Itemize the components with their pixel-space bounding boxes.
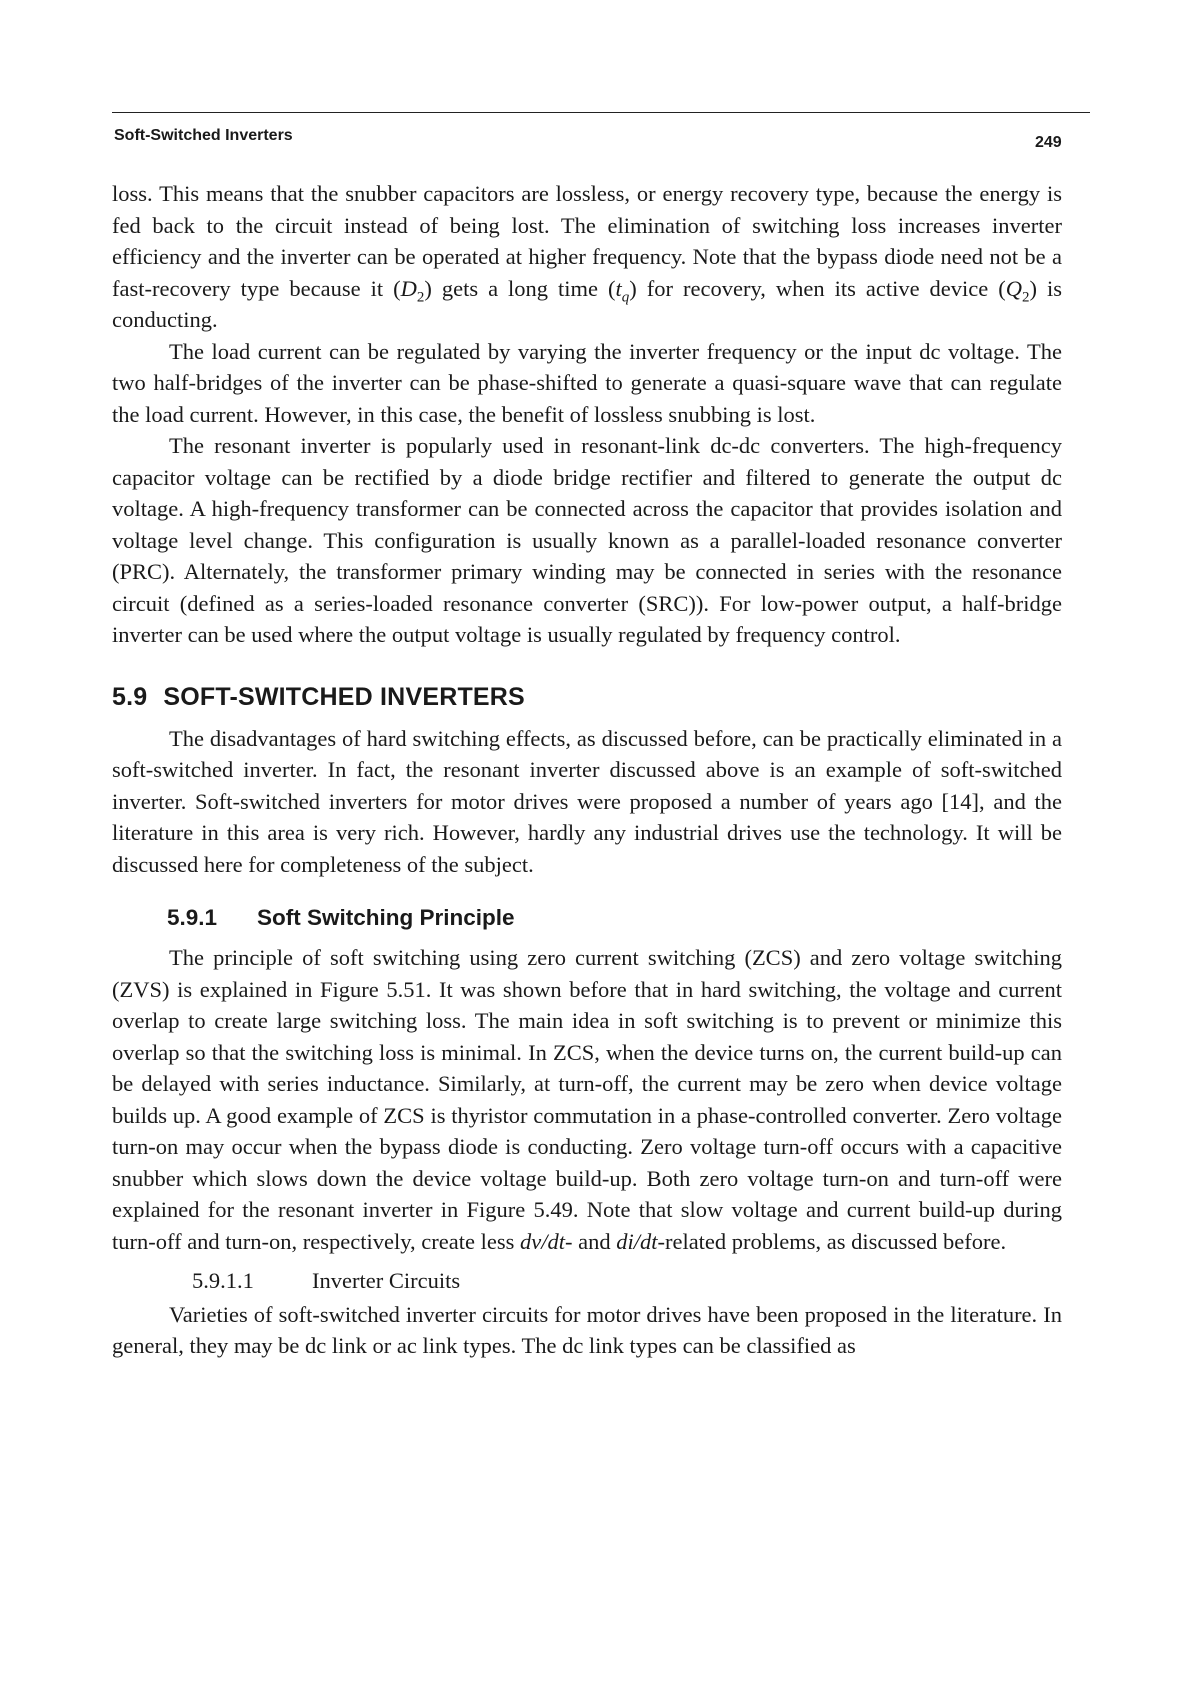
section-number: 5.9 xyxy=(112,682,148,711)
subsection-number: 5.9.1 xyxy=(167,905,218,930)
page-number: 249 xyxy=(1035,134,1062,151)
var-tq: t xyxy=(615,275,622,301)
section-paragraph: The disadvantages of hard switching effects, as discussed before, can be practically eliminated in a soft-switched inverter. In fact, the resonant inverter discussed above is an example of soft-switched inverter. Soft-switched inverters for motor drives were proposed a number of years ago [14], and the literature in this area is very rich. However, hardly any industrial drives use the technology. It will be discussed here for completeness of the subject. xyxy=(112,725,1062,877)
paragraph-2: The load current can be regulated by varying the inverter frequency or the input dc voltage. The two half-bridges of the inverter can be phase-shifted to generate a quasi-square wave that can regulate the load current. However, in this case, the benefit of lossless snubbing is lost. xyxy=(112,338,1062,427)
subsection-paragraph: The principle of soft switching using zero current switching (ZCS) and zero voltage switching (ZVS) is explained in Figure 5.51. It was shown before that in hard switching, the voltage and current overlap to create large switching loss. The main idea in soft switching is to prevent or minimize this overlap so that the switching loss is minimal. In ZCS, when the device turns on, the current build-up can be delayed with series inductance. Similarly, at turn-off, the current may be zero when device voltage builds up. A good example of ZCS is thyristor commutation in a phase-controlled converter. Zero voltage turn-on may occur when the bypass diode is conducting. Zero voltage turn-off occurs with a capacitive snubber which slows down the device voltage build-up. Both zero voltage turn-on and turn-off were explained for the resonant inverter in Figure 5.49. Note that slow voltage and current build-up during turn-off and turn-on, respectively, create less dv/dt- and di/dt-related problems, as discussed before. xyxy=(112,945,1062,1254)
var-q: Q xyxy=(1005,275,1022,301)
var-d: D xyxy=(400,275,417,301)
subsection-heading xyxy=(167,902,1062,934)
di-dt: di/dt xyxy=(616,1228,658,1254)
header-rule xyxy=(112,112,1090,113)
paragraph-1: loss. This means that the snubber capacitors are lossless, or energy recovery type, because the energy is fed back to the circuit instead of being lost. The elimination of switching loss increases inverter efficiency and the inverter can be operated at higher frequency. Note that the bypass diode need not be a fast-recovery type because it $(D_2)$ gets a long time $(t_q)$ for recovery, when its active device $(Q_2)$ is conducting. xyxy=(112,181,1062,332)
running-head: Soft-Switched Inverters xyxy=(114,127,293,144)
section-heading xyxy=(112,681,1062,713)
dv-dt: dv/dt xyxy=(519,1228,565,1254)
paragraph-3: The resonant inverter is popularly used in resonant-link dc-dc converters. The high-frequency capacitor voltage can be rectified by a diode bridge rectifier and filtered to generate the output dc voltage. A high-frequency transformer can be connected across the capacitor that provides isolation and voltage level change. This configuration is usually known as a parallel-loaded resonance converter (PRC). Alternately, the transformer primary winding may be connected in series with the resonance circuit (defined as a series-loaded resonance converter (SRC)). For low-power output, a half-bridge inverter can be used where the output voltage is usually regulated by frequency control. xyxy=(112,433,1062,647)
body-text xyxy=(112,178,1062,1362)
subsubsection-heading xyxy=(192,1265,1062,1297)
subsubsection-number: 5.9.1.1 xyxy=(192,1268,254,1293)
subsubsection-title: Inverter Circuits xyxy=(312,1268,461,1293)
subsubsection-paragraph: Varieties of soft-switched inverter circuits for motor drives have been proposed in the literature. In general, they may be dc link or ac link types. The dc link types can be classified as xyxy=(112,1301,1062,1358)
subsection-title: Soft Switching Principle xyxy=(257,905,515,930)
section-title: SOFT-SWITCHED INVERTERS xyxy=(163,682,525,711)
